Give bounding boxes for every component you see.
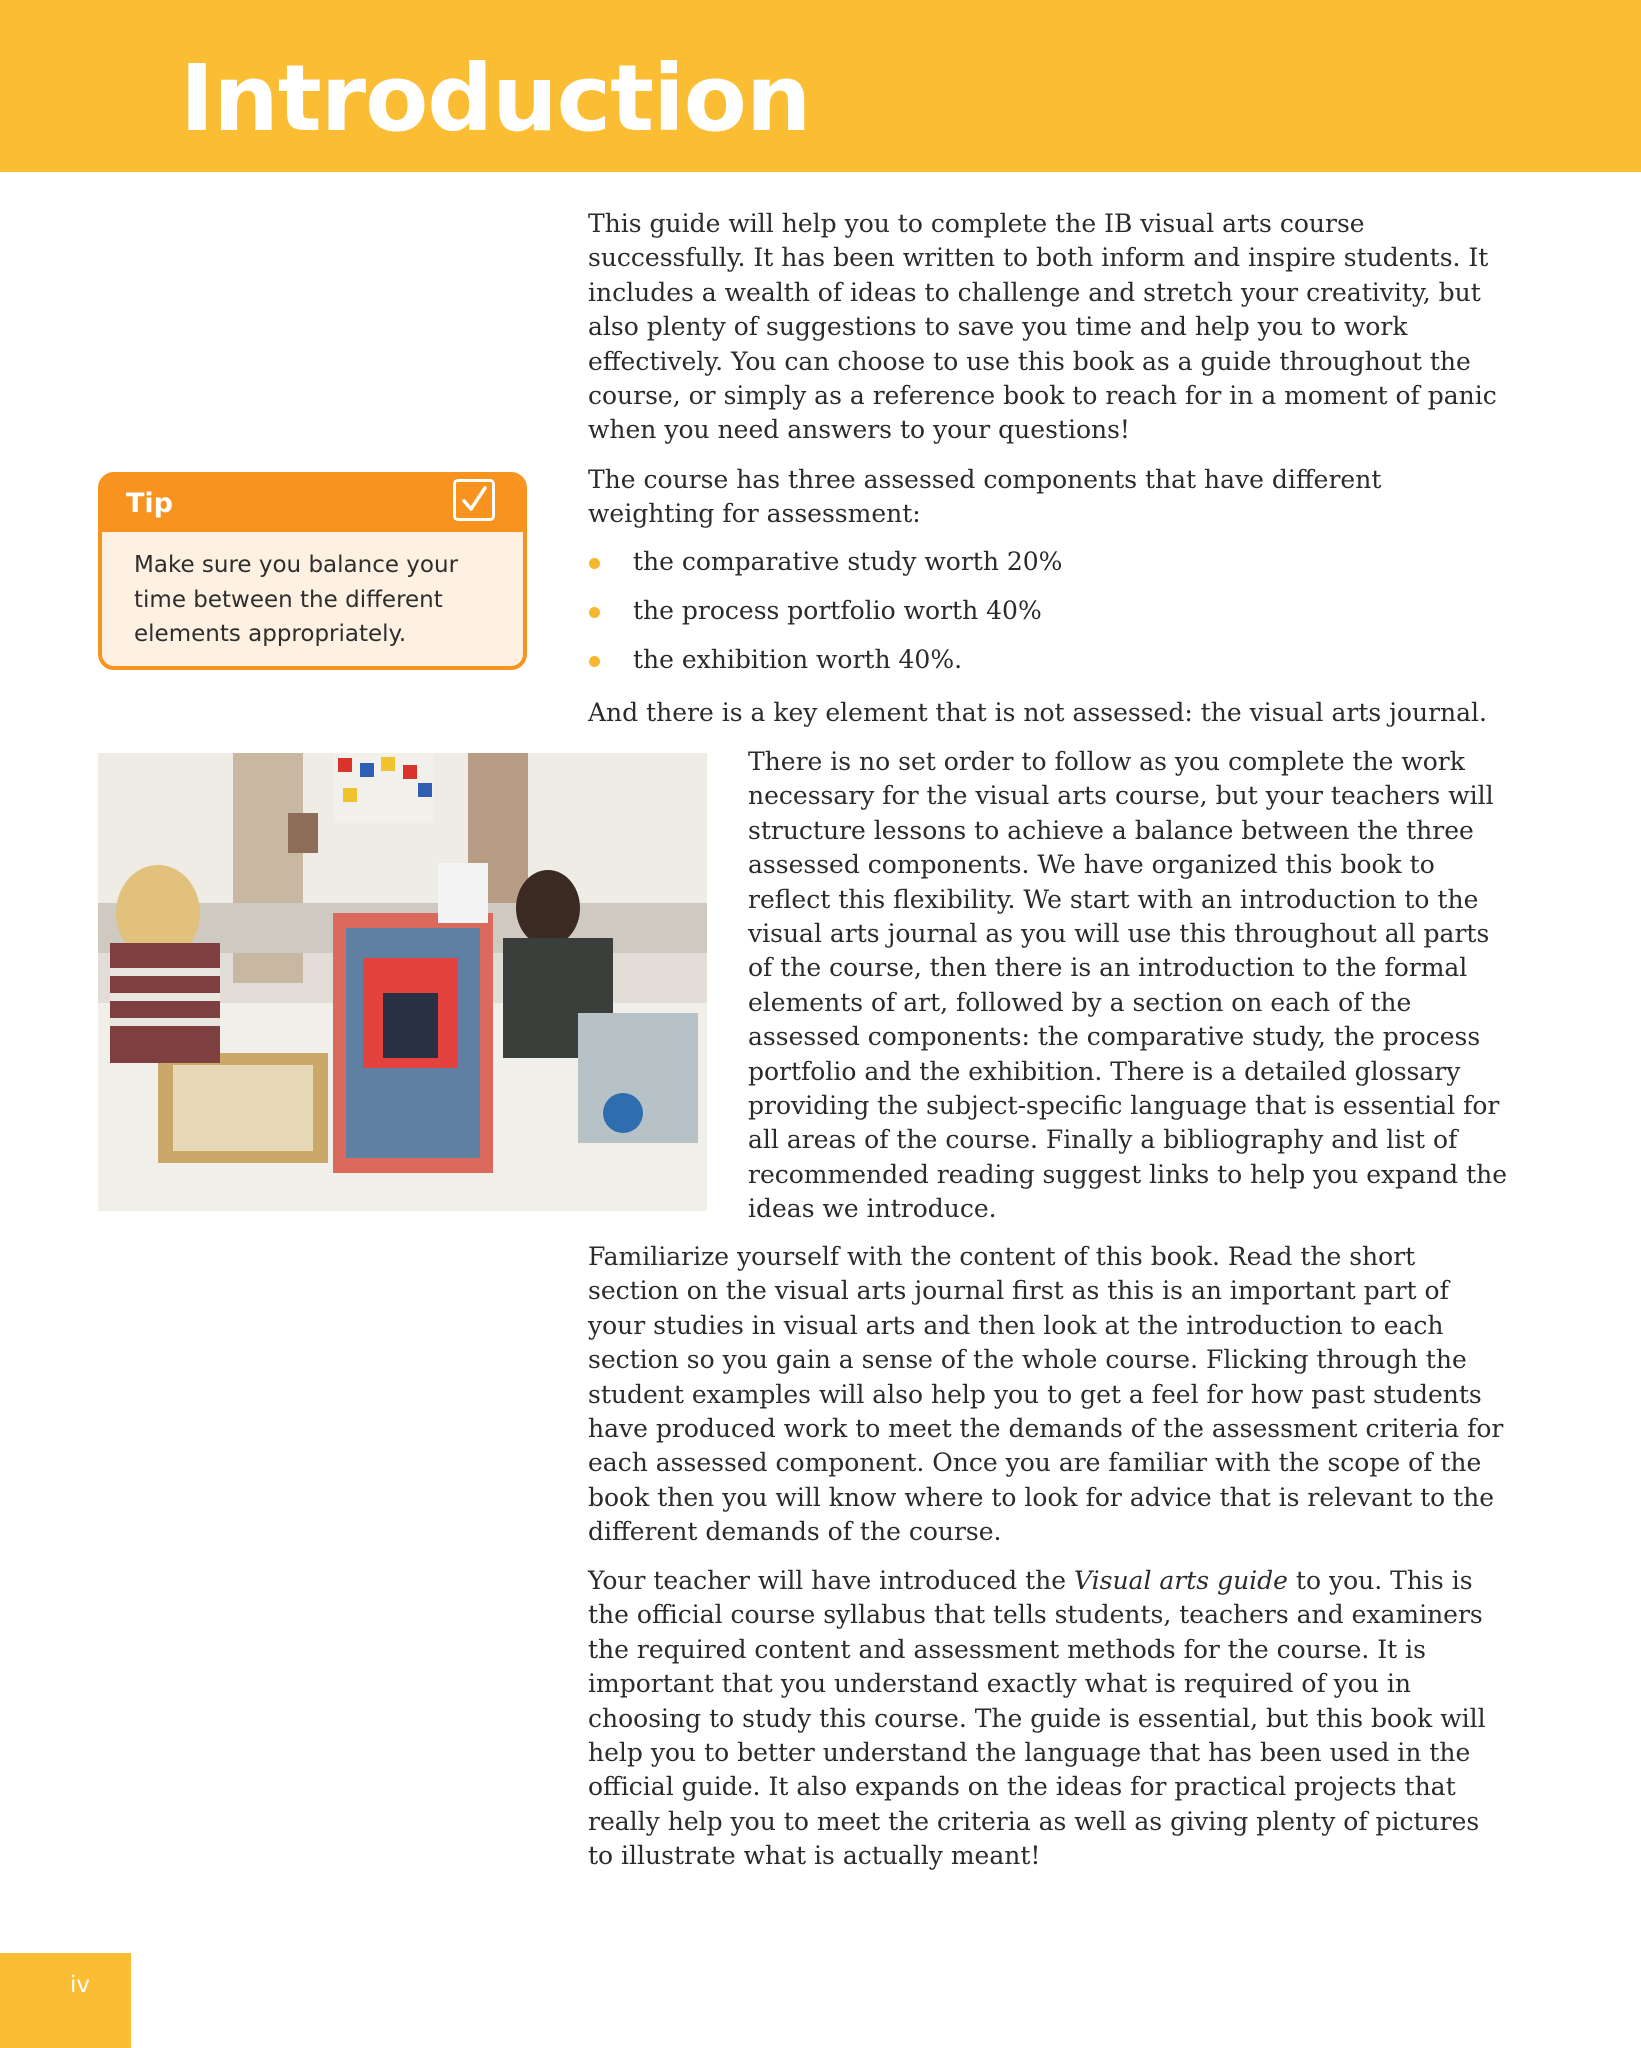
paragraph-text: Your teacher will have introduced the	[588, 1566, 1075, 1595]
intro-paragraph-2: The course has three assessed components that have different weighting for assessment:	[588, 465, 1382, 529]
list-item-text: the exhibition worth 40%.	[633, 645, 963, 674]
studio-photo	[98, 753, 707, 1211]
components-list	[588, 545, 1508, 692]
list-item-text: the comparative study worth 20%	[633, 547, 1063, 576]
intro-paragraph-5: Familiarize yourself with the content of this book. Read the short section on the visual arts journal first as this is an important part of your studies in visual arts and then look at the introduction to each section so you gain a sense of the whole course. Flicking through the student examples will also help you to get a feel for how past students have produced work to meet the demands of the assessment criteria for each assessed component. Once you are familiar with the scope of the book then you will know where to look for advice that is relevant to the different demands of the course.	[588, 1242, 1504, 1547]
tip-header	[102, 476, 523, 532]
page-title: Introduction	[180, 45, 811, 152]
bullet-icon	[589, 607, 600, 618]
intro-paragraph-6	[588, 1564, 1508, 1874]
page-number: iv	[70, 1972, 91, 1998]
list-item	[588, 594, 1508, 643]
list-item	[588, 545, 1508, 594]
page-number-box	[0, 1953, 131, 2048]
bullet-icon	[589, 558, 600, 569]
checkmark-icon	[453, 479, 495, 521]
tip-title: Tip	[126, 488, 173, 519]
intro-paragraph-1: This guide will help you to complete the IB visual arts course successfully. It has been written to both inform and inspire students. It includes a wealth of ideas to challenge and stretch your creativity, but also plenty of suggestions to save you time and help you to work effectively. You can choose to use this book as a guide throughout the course, or simply as a reference book to reach for in a moment of panic when you need answers to your questions!	[588, 209, 1497, 445]
intro-paragraph-4: There is no set order to follow as you complete the work necessary for the visual arts course, but your teachers will structure lessons to achieve a balance between the three assessed components. We have organized this book to reflect this flexibility. We start with an introduction to the visual arts journal as you will use this throughout all parts of the course, then there is an introduction to the formal elements of art, followed by a section on each of the assessed components: the comparative study, the process portfolio and the exhibition. There is a detailed glossary providing the subject-specific language that is essential for all areas of the course. Finally a bibliography and list of recommended reading suggest links to help you expand the ideas we introduce.	[748, 747, 1508, 1224]
tip-text: Make sure you balance your time between the different elements appropriately.	[134, 552, 459, 647]
tip-box	[98, 472, 527, 670]
studio-photo-drawing	[98, 753, 707, 1211]
list-item	[588, 643, 1508, 692]
guide-title: Visual arts guide	[1074, 1566, 1288, 1595]
bullet-icon	[589, 656, 600, 667]
list-item-text: the process portfolio worth 40%	[633, 596, 1042, 625]
intro-paragraph-3: And there is a key element that is not assessed: the visual arts journal.	[588, 698, 1487, 727]
paragraph-text: to you. This is the official course syllabus that tells students, teachers and examiners the required content and assessment methods for the course. It is important that you understand exactly what is required of you in choosing to study this course. The guide is essential, but this book will help you to better understand the language that has been used in the official guide. It also expands on the ideas for practical projects that really help you to meet the criteria as well as giving plenty of pictures to illustrate what is actually meant!	[588, 1566, 1486, 1871]
